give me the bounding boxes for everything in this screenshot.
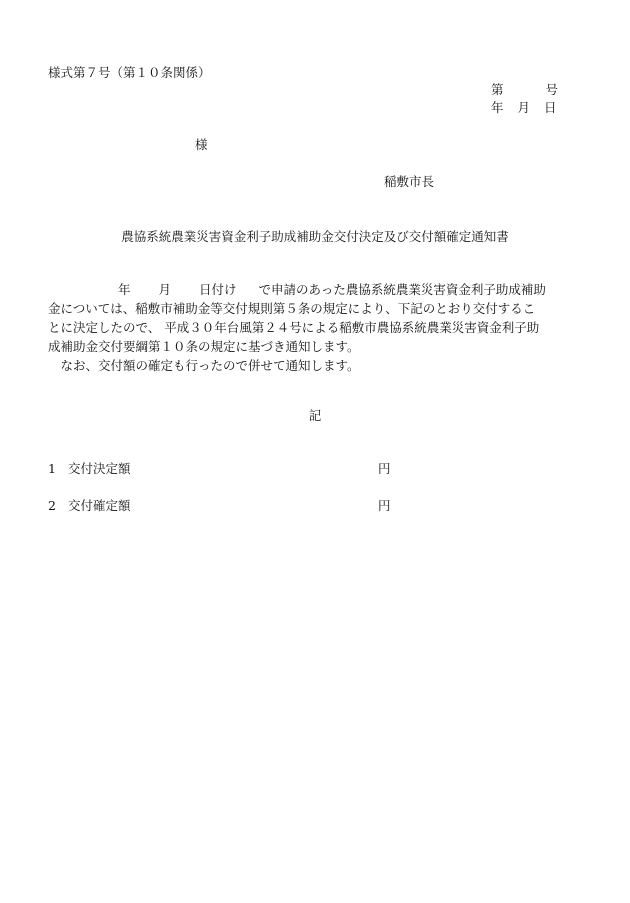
item-number: 2 [48, 498, 56, 513]
form-identifier: 様式第７号（第１０条関係） [48, 65, 211, 80]
body-date-suffix: 日付け [199, 282, 237, 297]
date-year: 年 [491, 100, 504, 115]
body-line-4: 成補助金交付要綱第１０条の規定に基づき通知します。 [48, 339, 360, 354]
document-number [491, 84, 558, 97]
list-item [48, 463, 393, 476]
body-text [48, 280, 584, 375]
body-line-2: 金については、稲敷市補助金等交付規則第５条の規定により、下記のとおり交付するこ [48, 301, 536, 316]
body-line-1-rest: で申請のあった農協系統農業災害資金利子助成補助 [258, 282, 546, 297]
body-line-1 [48, 280, 584, 299]
item-label: 交付確定額 [68, 498, 131, 513]
item-number: 1 [48, 461, 56, 476]
date-day: 日 [544, 100, 557, 115]
list-item [48, 500, 393, 513]
ki-heading: 記 [308, 408, 322, 423]
item-unit: 円 [378, 498, 391, 513]
body-month: 月 [158, 282, 172, 297]
date-month: 月 [517, 100, 531, 115]
body-line-3: とに決定したので、 平成３０年台風第２４号による稲敷市農協系統農業災害資金利子助 [48, 320, 540, 335]
addressee: 様 [195, 137, 208, 152]
document-title: 農協系統農業災害資金利子助成補助金交付決定及び交付額確定通知書 [121, 229, 509, 244]
body-line-5: なお、交付額の確定も行ったので併せて通知します。 [48, 358, 360, 373]
document-number-suffix: 号 [545, 82, 559, 97]
document-date [491, 102, 557, 115]
item-unit: 円 [378, 461, 391, 476]
item-label: 交付決定額 [68, 461, 131, 476]
body-year: 年 [118, 282, 131, 297]
document-number-prefix: 第 [491, 82, 504, 97]
sender: 稲敷市長 [384, 174, 435, 189]
